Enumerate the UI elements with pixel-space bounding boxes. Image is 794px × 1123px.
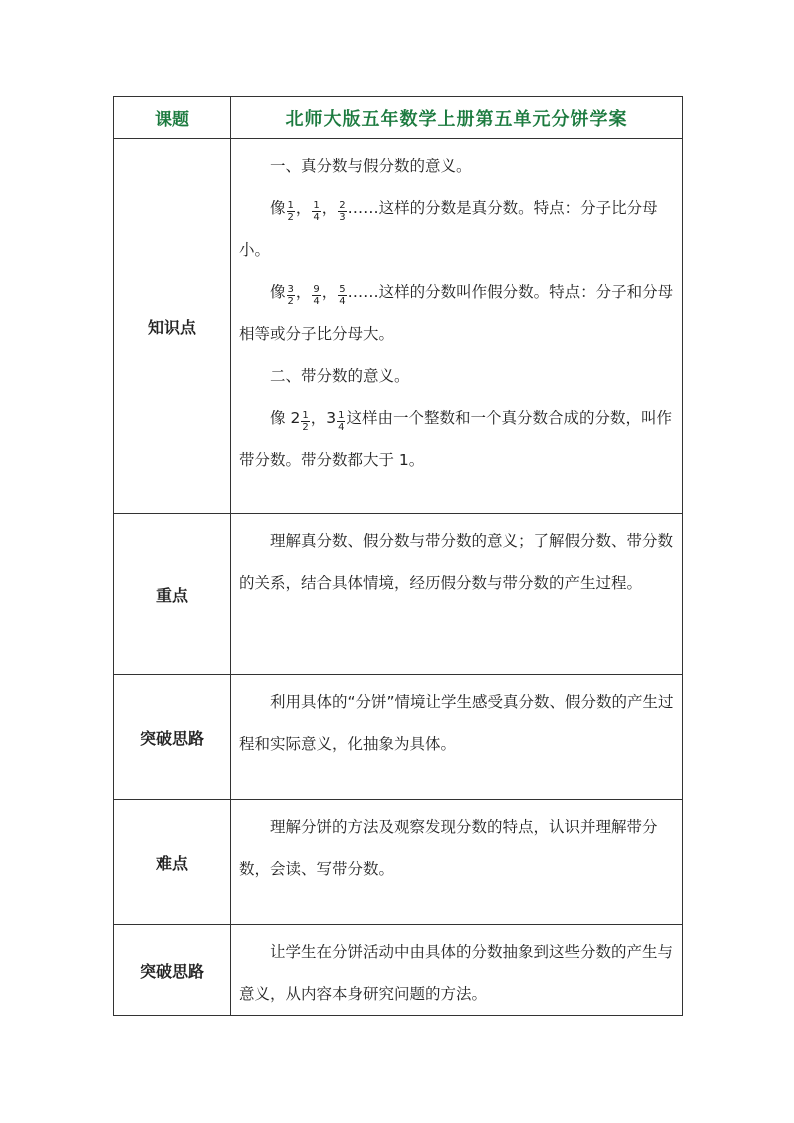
paragraph-text: 这样由一个整数和一个真分数合成的分数，叫作带分数。带分数都大于 1。	[239, 409, 672, 469]
lesson-plan-table	[113, 96, 683, 1016]
approach-text-2: 让学生在分饼活动中由具体的分数抽象到这些分数的产生与意义，从内容本身研究问题的方法。	[239, 943, 674, 1003]
prefix-text: 像	[270, 409, 291, 427]
fraction: $\frac{9}{4}$	[313, 284, 320, 307]
approach-label-1: 突破思路	[114, 675, 231, 800]
proper-fraction-paragraph: 像 $\frac{1}{2}$ ， $\frac{1}{4}$ ， $\frac{2}{3}$ ……这样的分数是真分数。特点：分子比分母小。	[239, 199, 658, 259]
difficulty-text: 理解分饼的方法及观察发现分数的特点，认识并理解带分数，会读、写带分数。	[239, 818, 658, 878]
knowledge-label: 知识点	[114, 139, 231, 514]
key-point-text: 理解真分数、假分数与带分数的意义；了解假分数、带分数的关系，结合具体情境，经历假分数与带分数的产生过程。	[239, 532, 674, 592]
lesson-title: 北师大版五年数学上册第五单元分饼学案	[231, 97, 683, 139]
approach-row-2	[114, 925, 683, 1016]
fraction: $\frac{1}{2}$	[287, 200, 294, 223]
fraction: $\frac{5}{4}$	[339, 284, 346, 307]
difficulty-label: 难点	[114, 800, 231, 925]
approach-row-1	[114, 675, 683, 800]
improper-fraction-paragraph: 像 $\frac{3}{2}$ ， $\frac{9}{4}$ ， $\frac{5}{4}$ ……这样的分数叫作假分数。特点：分子和分母相等或分子比分母大。	[239, 283, 674, 343]
key-point-label: 重点	[114, 514, 231, 675]
prefix-text: 像	[270, 283, 286, 301]
fraction: $\frac{1}{4}$	[338, 410, 345, 433]
fraction: $\frac{1}{2}$	[302, 410, 309, 433]
fraction: $\frac{1}{4}$	[313, 200, 320, 223]
mixed-number-whole: 2	[290, 409, 301, 427]
paragraph-text: ……这样的分数叫作假分数。特点：分子和分母相等或分子比分母大。	[239, 283, 674, 343]
mixed-number-whole: 3	[326, 409, 337, 427]
fraction: $\frac{2}{3}$	[339, 200, 346, 223]
approach-label-2: 突破思路	[114, 925, 231, 1016]
prefix-text: 像	[270, 199, 286, 217]
header-row	[114, 97, 683, 139]
key-point-row	[114, 514, 683, 675]
mixed-number-paragraph: 像 2 $\frac{1}{2}$ ，3 $\frac{1}{4}$ 这样由一个整数和一个真分数合成的分数，叫作带分数。带分数都大于 1。	[239, 409, 672, 469]
paragraph-text: ……这样的分数是真分数。特点：分子比分母小。	[239, 199, 658, 259]
header-label: 课题	[114, 97, 231, 139]
knowledge-row	[114, 139, 683, 514]
fraction: $\frac{3}{2}$	[287, 284, 294, 307]
knowledge-content	[231, 139, 683, 514]
section-heading-2: 二、带分数的意义。	[270, 367, 410, 385]
section-heading-1: 一、真分数与假分数的意义。	[270, 157, 472, 175]
approach-text-1: 利用具体的“分饼”情境让学生感受真分数、假分数的产生过程和实际意义，化抽象为具体。	[239, 693, 674, 753]
difficulty-row	[114, 800, 683, 925]
